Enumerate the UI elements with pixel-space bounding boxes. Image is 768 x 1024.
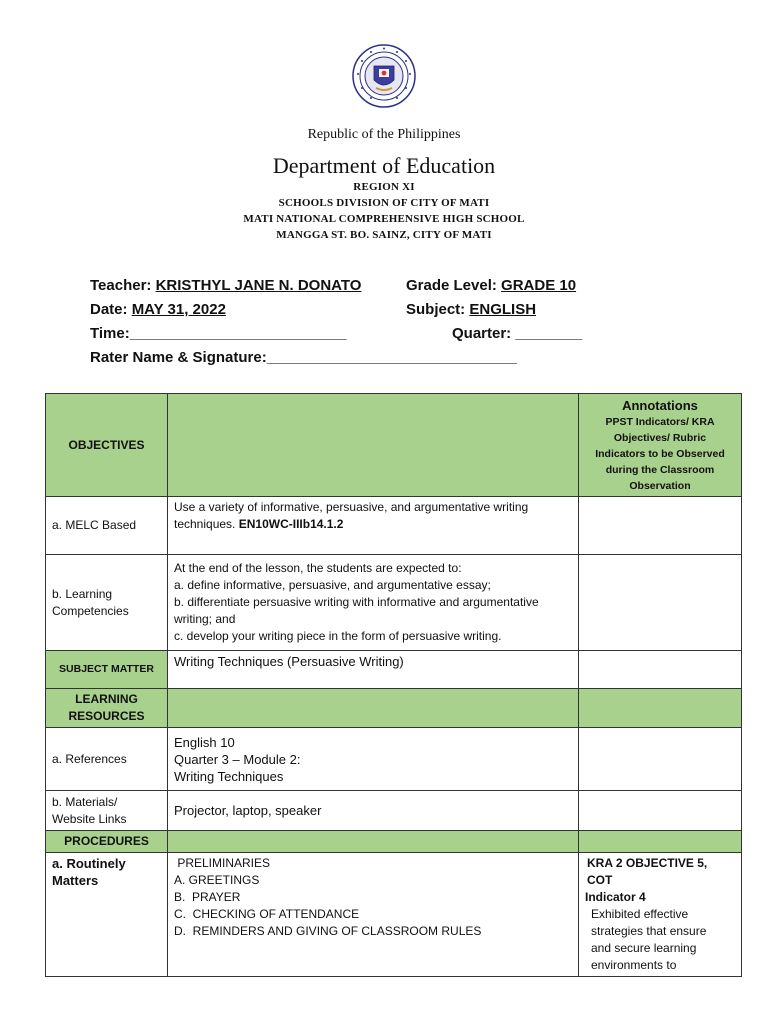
republic-line: Republic of the Philippines <box>307 127 461 142</box>
deped-seal-logo <box>352 44 416 108</box>
address-line: MANGGA ST. BO. SAINZ, CITY OF MATI <box>276 229 492 241</box>
table-row <box>46 728 742 791</box>
materials-annotation <box>579 791 742 831</box>
grade-level-field: Grade Level: GRADE 10 <box>406 277 577 294</box>
procedures-label: PROCEDURES <box>46 831 168 853</box>
annotations-header: Annotations PPST Indicators/ KRA Objectives/ Rubric Indicators to be Observed during the Classroom Observation <box>579 394 742 497</box>
time-blank: __________________________ <box>129 325 347 342</box>
learning-competencies-annotation <box>579 555 742 651</box>
table-row <box>46 497 742 555</box>
teacher-field: Teacher: KRISTHYL JANE N. DONATO <box>90 277 362 294</box>
region-line: REGION XI <box>353 181 415 193</box>
materials-content: Projector, laptop, speaker <box>168 791 579 831</box>
subject-matter-annotation <box>579 651 742 689</box>
subject-matter-content: Writing Techniques (Persuasive Writing) <box>168 651 579 689</box>
rater-field: Rater Name & Signature:______________________________ <box>90 349 517 366</box>
references-content: English 10 Quarter 3 – Module 2: Writing Techniques <box>168 728 579 791</box>
table-row <box>46 831 742 853</box>
subject-value: ENGLISH <box>469 301 537 318</box>
melc-annotation <box>579 497 742 555</box>
date-field: Date: MAY 31, 2022 <box>90 301 226 318</box>
grade-level-value: GRADE 10 <box>501 277 577 294</box>
melc-label: a. MELC Based <box>46 497 168 555</box>
table-row <box>46 394 742 497</box>
references-label: a. References <box>46 728 168 791</box>
table-row <box>46 853 742 977</box>
routinely-matters-label: a. Routinely Matters <box>46 853 168 977</box>
objectives-content-cell <box>168 394 579 497</box>
date-value: MAY 31, 2022 <box>131 301 226 318</box>
subject-matter-label: SUBJECT MATTER <box>46 651 168 689</box>
learning-resources-content <box>168 689 579 728</box>
references-annotation <box>579 728 742 791</box>
learning-competencies-label: b. Learning Competencies <box>46 555 168 651</box>
annotations-title: Annotations <box>622 397 698 413</box>
routinely-matters-content: PRELIMINARIES A. GREETINGS B. PRAYER C. CHECKING OF ATTENDANCE D. REMINDERS AND GIVING OF CLASSROOM RULES <box>168 853 579 977</box>
lesson-plan-table <box>45 393 742 977</box>
procedures-annotation <box>579 831 742 853</box>
department-title: Department of Education <box>272 153 496 178</box>
learning-resources-label: LEARNING RESOURCES <box>46 689 168 728</box>
teacher-value: KRISTHYL JANE N. DONATO <box>155 277 362 294</box>
table-row <box>46 689 742 728</box>
subject-field: Subject: ENGLISH <box>406 301 537 318</box>
table-row <box>46 791 742 831</box>
school-line: MATI NATIONAL COMPREHENSIVE HIGH SCHOOL <box>243 213 525 225</box>
learning-competencies-content: At the end of the lesson, the students are expected to: a. define informative, persuasive, and argumentative essay; b. differentiate persuasive writing with informative and argumentative writing; and c. develop your writing piece in the form of persuasive writing. <box>168 555 579 651</box>
objectives-header: OBJECTIVES <box>46 394 168 497</box>
learning-resources-annotation <box>579 689 742 728</box>
quarter-field: Quarter: ________ <box>452 325 583 342</box>
table-row <box>46 555 742 651</box>
quarter-blank: ________ <box>515 325 583 342</box>
division-line: SCHOOLS DIVISION OF CITY OF MATI <box>278 197 490 209</box>
routinely-matters-annotation: KRA 2 OBJECTIVE 5, COT Indicator 4 Exhibited effective strategies that ensure and secure learning environments to <box>579 853 742 977</box>
materials-label: b. Materials/ Website Links <box>46 791 168 831</box>
melc-code: EN10WC-IIIb14.1.2 <box>238 517 344 531</box>
time-field: Time:__________________________ <box>90 325 347 342</box>
table-row <box>46 651 742 689</box>
rater-blank: ______________________________ <box>266 349 517 366</box>
melc-content: Use a variety of informative, persuasive, and argumentative writing techniques. EN10WC-IIIb14.1.2 <box>168 497 579 555</box>
procedures-content <box>168 831 579 853</box>
